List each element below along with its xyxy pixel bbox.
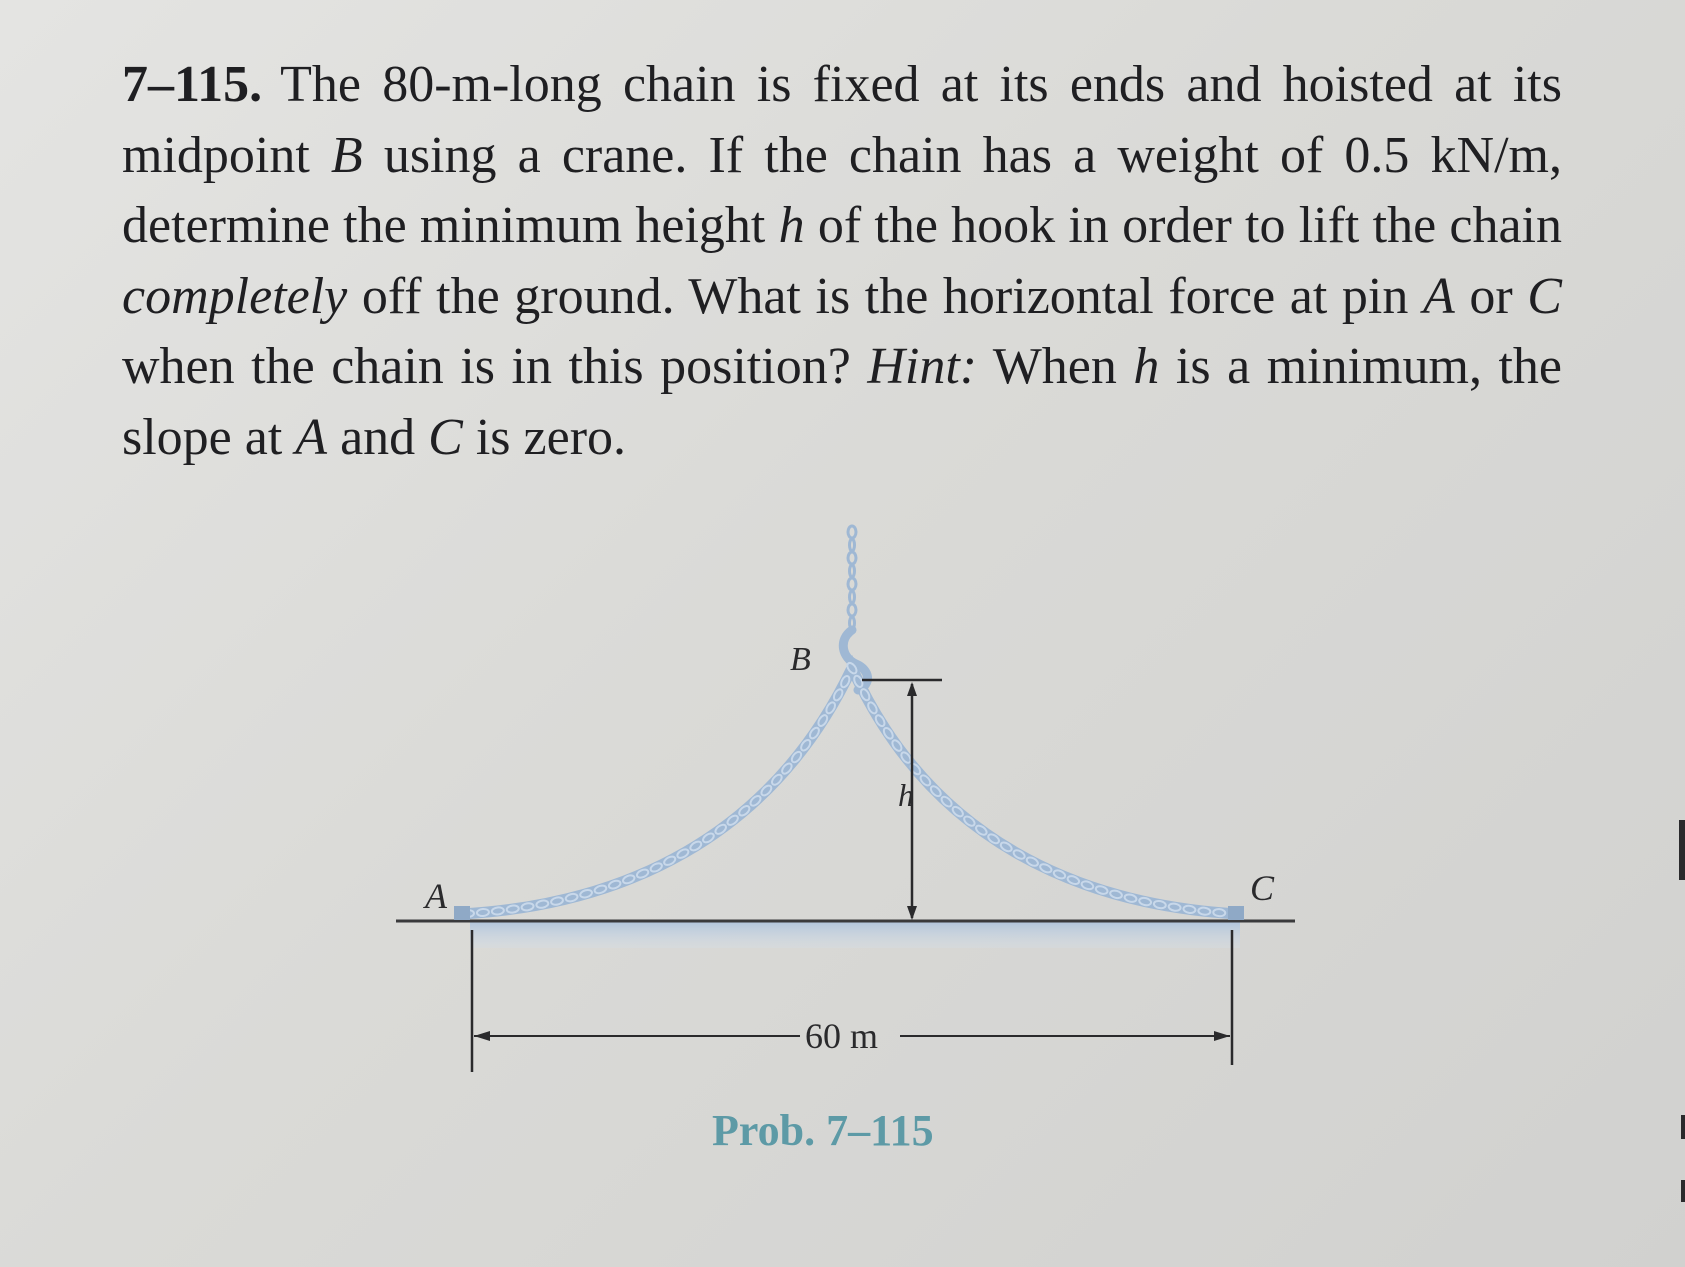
label-c: C: [1250, 868, 1275, 908]
span-arrow-left: [474, 1031, 490, 1041]
chain: [462, 668, 1238, 914]
problem-text-segment: off the ground. What is the horizontal force at pin: [347, 267, 1423, 325]
problem-text-segment: The 80-m-long chain is fixed at its ends and hoisted at its midpoint: [122, 56, 1562, 184]
span-label: 60 m: [805, 1016, 879, 1056]
problem-text-segment: completely: [122, 267, 348, 325]
hoist-chain-link: [850, 539, 855, 551]
hoist-chain-link: [848, 578, 856, 590]
problem-text-segment: A: [1422, 267, 1455, 325]
problem-text-segment: A: [295, 408, 328, 466]
label-b: B: [790, 641, 811, 678]
page-edge-marks: [1675, 0, 1685, 1267]
problem-number: 7–115.: [122, 56, 263, 113]
problem-text-segment: C: [428, 408, 463, 466]
hoist-chain-link: [848, 526, 856, 538]
span-arrow-right: [1214, 1031, 1230, 1041]
problem-text-segment: h: [1133, 338, 1160, 395]
problem-text-segment: Hint:: [867, 338, 978, 395]
problem-text-segment: When: [977, 338, 1134, 395]
hoist-chain: [848, 526, 856, 629]
hoist-chain-link: [850, 591, 855, 603]
hoist-chain-link: [848, 552, 856, 564]
figure-caption: Prob. 7–115: [712, 1106, 934, 1155]
problem-text-segment: when the chain is in this position?: [122, 338, 868, 395]
h-arrow-top: [907, 682, 917, 696]
pin-c: [1228, 906, 1244, 920]
h-arrow-bottom: [907, 906, 917, 920]
problem-text-segment: B: [330, 126, 363, 184]
chain-links: [462, 661, 1226, 917]
problem-text-segment: using a crane. If the chain has a weight of 0.5 kN/m, determine the minimum height: [122, 126, 1562, 254]
problem-text-segment: of the hook in order to lift the chain: [804, 197, 1562, 254]
hoist-chain-link: [850, 565, 855, 577]
problem-text-segment: is zero.: [462, 408, 627, 466]
pin-a: [454, 906, 470, 920]
label-a: A: [425, 876, 447, 916]
problem-text-segment: C: [1527, 267, 1562, 325]
ground-shading: [470, 922, 1240, 948]
problem-text-segment: or: [1454, 267, 1528, 325]
label-h: h: [898, 777, 914, 813]
problem-text-segment: h: [778, 197, 805, 254]
hoist-chain-link: [848, 604, 856, 616]
problem-text-segment: and: [327, 408, 429, 466]
problem-text-segment: is a minimum, the slope at: [122, 338, 1562, 466]
